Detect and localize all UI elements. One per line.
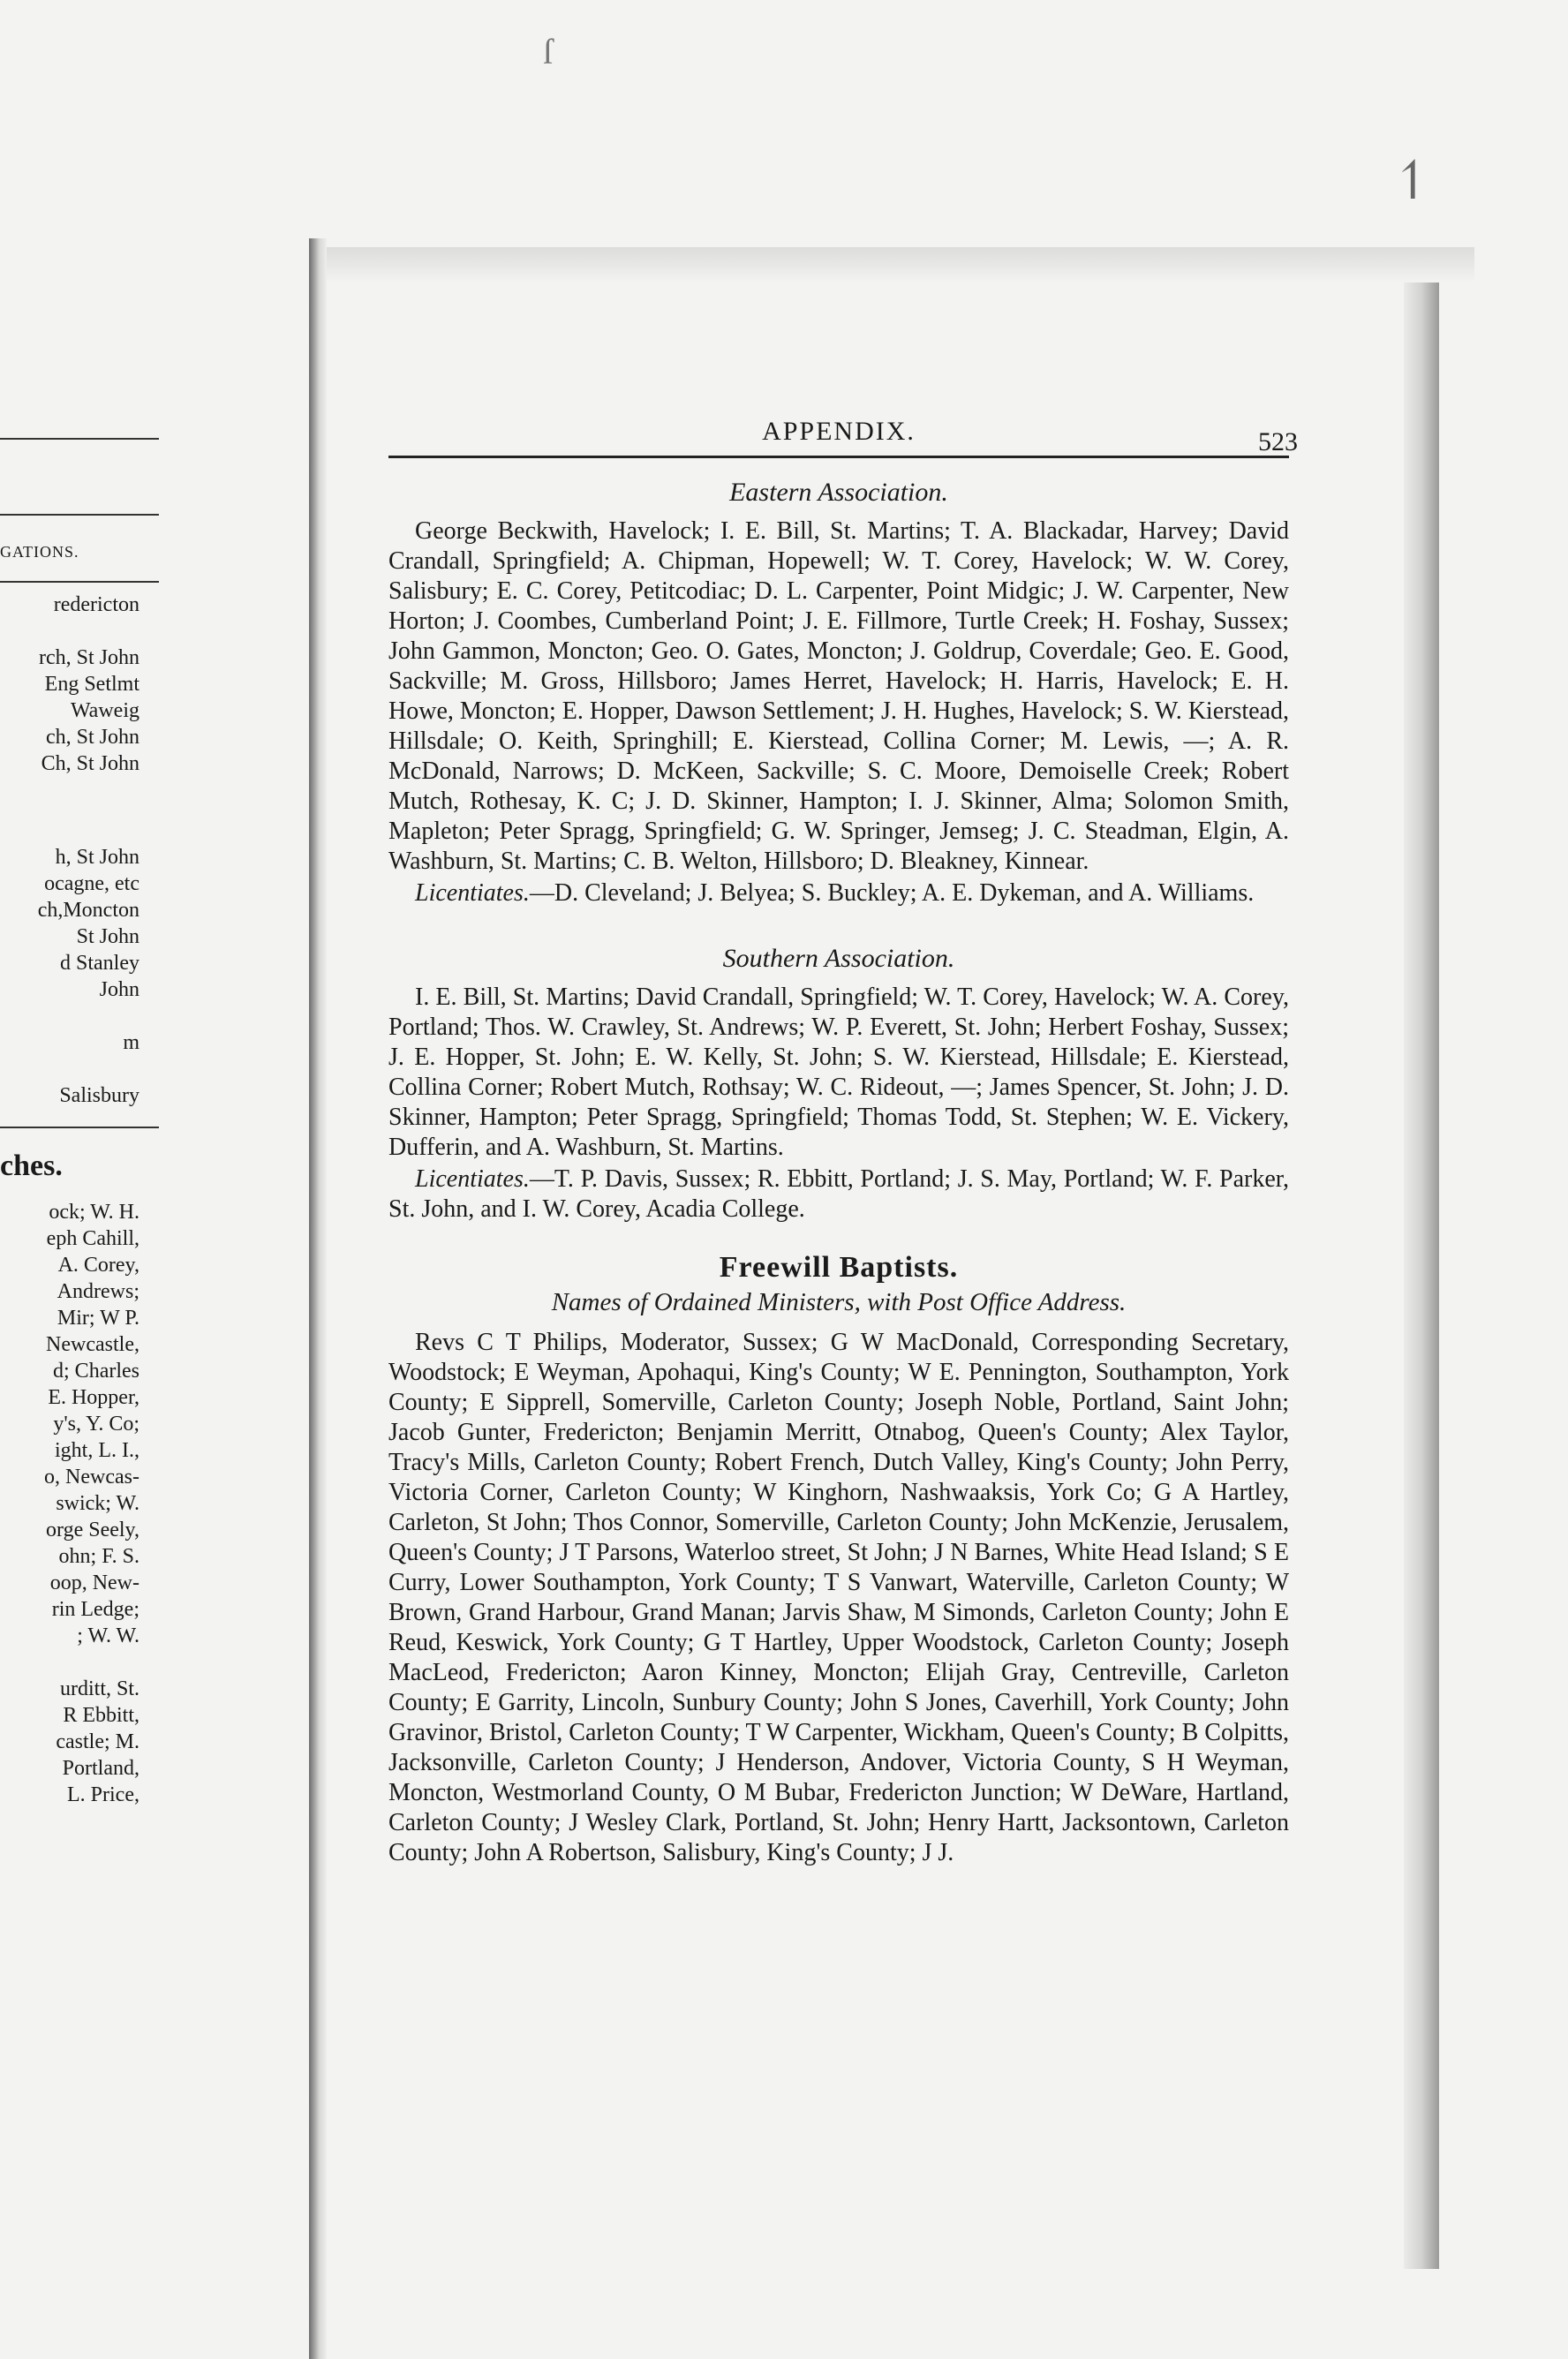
left-line: h, St John	[55, 846, 139, 869]
ink-mark: ſ	[543, 32, 554, 72]
eastern-association-heading: Eastern Association.	[729, 478, 948, 507]
left-lines-bottom	[0, 1199, 168, 1808]
left-line: Mir; W P.	[57, 1307, 139, 1330]
left-rule-4	[0, 1127, 159, 1128]
left-line: Waweig	[70, 699, 139, 722]
left-line: Salisbury	[59, 1084, 139, 1107]
page-top-shadow	[327, 247, 1474, 283]
southern-association-body: I. E. Bill, St. Martins; David Crandall, Springfield; W. T. Corey, Havelock; W. A. Corey, Portland; Thos. W. Crawley, St. Andrews; W. P. Everett, St. John; Herbert Foshay, Sussex; J. E. Hopper, St. John; E. W. Kelly, St. John; S. W. Kierstead, Hillsdale; E. Kierstead, Collina Corner; Robert Mutch, Rothsay; W. C. Rideout, —; James Spencer, St. John; J. D. Skinner, Hampton; Peter Spragg, Springfield; Thomas Todd, St. Stephen; W. E. Vickery, Dufferin, and A. Washburn, St. Martins.	[388, 984, 1289, 1161]
left-churches-heading: ches.	[0, 1149, 63, 1182]
southern-licentiates	[388, 1164, 1289, 1225]
page-number: 523	[1258, 427, 1298, 456]
left-line: o, Newcas-	[44, 1466, 139, 1489]
left-line: Eng Setlmt	[44, 673, 139, 696]
left-line: ohn; F. S.	[58, 1545, 139, 1568]
left-line: y's, Y. Co;	[53, 1413, 139, 1436]
eastern-licentiates-label: Licentiates.	[415, 879, 530, 907]
left-line: Andrews;	[57, 1280, 139, 1303]
left-line: castle; M.	[56, 1730, 139, 1753]
pencil-mark: ↿	[1391, 152, 1436, 210]
page-right-edge	[1404, 283, 1439, 2269]
left-line: rin Ledge;	[51, 1598, 139, 1621]
left-line: urditt, St.	[59, 1677, 139, 1700]
eastern-licentiates-text: —D. Cleveland; J. Belyea; S. Buckley; A. E. Dykeman, and A. Williams.	[529, 879, 1255, 907]
left-line: ight, L. I.,	[55, 1439, 139, 1462]
eastern-licentiates	[388, 878, 1289, 908]
eastern-association-body: George Beckwith, Havelock; I. E. Bill, St. Martins; T. A. Blackadar, Harvey; David Crandall, Springfield; A. Chipman, Hopewell; W. T. Corey, Havelock; W. W. Corey, Salisbury; E. C. Corey, Petitcodiac; D. L. Carpenter, Point Midgic; J. W. Carpenter, New Horton; J. Coombes, Cumberland Point; J. E. Fillmore, Turtle Creek; H. Foshay, Sussex; John Gammon, Moncton; Geo. O. Gates, Moncton; J. Goldrup, Coverdale; Geo. E. Good, Sackville; M. Gross, Hillsboro; James Herret, Havelock; H. Harris, Havelock; E. H. Howe, Moncton; E. Hopper, Dawson Settlement; J. H. Hughes, Havelock; S. W. Kierstead, Hillsdale; O. Keith, Springhill; E. Kierstead, Collina Corner; M. Lewis, —; A. R. McDonald, Narrows; D. McKeen, Sackville; S. C. Moore, Demoiselle Creek; Robert Mutch, Rothesay, K. C; J. D. Skinner, Hampton; I. J. Skinner, Alma; Solomon Smith, Mapleton; Peter Spragg, Springfield; G. W. Springer, Jemseg; J. C. Steadman, Elgin, A. Washburn, St. Martins; C. B. Welton, Hillsboro; D. Bleakney, Kinnear.	[388, 517, 1289, 875]
left-line: John	[99, 978, 139, 1001]
southern-licentiates-label: Licentiates.	[415, 1165, 530, 1193]
left-line: Portland,	[62, 1757, 139, 1780]
left-line	[0, 1003, 168, 1029]
left-rule-3	[0, 581, 159, 583]
main-page	[388, 406, 1298, 1868]
left-line: ch,Moncton	[37, 899, 139, 922]
left-line: oop, New-	[49, 1571, 139, 1594]
binding-gutter	[309, 238, 327, 2359]
left-line: Ch, St John	[41, 752, 139, 775]
left-line: rch, St John	[39, 646, 139, 669]
left-line	[0, 1056, 168, 1082]
left-line: E. Hopper,	[48, 1386, 139, 1409]
left-line: redericton	[53, 593, 139, 616]
left-line: A. Corey,	[57, 1254, 139, 1277]
left-rule-1	[0, 438, 159, 440]
left-line: ock; W. H.	[49, 1201, 139, 1224]
running-title: APPENDIX.	[762, 417, 916, 446]
left-heading-small: GATIONS.	[0, 543, 79, 561]
freewill-ministers-list: Revs C T Philips, Moderator, Sussex; G W MacDonald, Corresponding Secretary, Woodstock; E Weyman, Apohaqui, King's County; W E. Pennington, Southampton, York County; E Sipprell, Somerville, Carleton County; Joseph Noble, Portland, Saint John; Jacob Gunter, Fredericton; Benjamin Merritt, Otnabog, Queen's County; Alex Taylor, Tracy's Mills, Carleton County; Robert French, Dutch Valley, King's County; John Perry, Victoria Corner, Carleton County; W Kinghorn, Nashwaaksis, York Co; G A Hartley, Carleton, St John; Thos Connor, Somerville, Carleton County; John McKenzie, Jerusalem, Queen's County; J T Parsons, Waterloo street, St John; J N Barnes, White Head Island; S E Curry, Lower Southampton, York County; T S Vanwart, Waterville, Carleton County; W Brown, Grand Harbour, Grand Manan; Jarvis Shaw, M Simonds, Carleton County; John E Reud, Keswick, York County; G T Hartley, Upper Woodstock, Carleton County; Joseph MacLeod, Fredericton; Aaron Kinney, Moncton; Elijah Gray, Centreville, Carleton County; E Garrity, Lincoln, Sunbury County; John S Jones, Caverhill, York County; John Gravinor, Bristol, Carleton County; T W Carpenter, Wickham, Queen's County; B Colpitts, Jacksonville, Carleton County; J Henderson, Andover, Victoria County, S H Weyman, Moncton, Westmorland County, O M Bubar, Fredericton Junction; W DeWare, Hartland, Carleton County; J Wesley Clark, Portland, St. John; Henry Hartt, Jacksontown, Carleton County; John A Robertson, Salisbury, King's County; J J.	[388, 1329, 1289, 1866]
left-line: St John	[76, 925, 139, 948]
left-lines-mid	[0, 844, 168, 1109]
left-line: d; Charles	[53, 1360, 139, 1383]
left-line: L. Price,	[67, 1783, 139, 1806]
left-line: ; W. W.	[77, 1624, 139, 1647]
left-line: Newcastle,	[46, 1333, 139, 1356]
left-line: ch, St John	[45, 726, 139, 749]
left-page-fragment	[0, 406, 168, 2137]
left-line	[0, 618, 168, 644]
left-line: eph Cahill,	[46, 1227, 139, 1250]
page-header	[388, 406, 1298, 458]
left-line: m	[123, 1031, 139, 1054]
left-rule-2	[0, 514, 159, 516]
left-line: ocagne, etc	[44, 872, 139, 895]
southern-association-heading: Southern Association.	[722, 944, 955, 973]
freewill-baptists-heading: Freewill Baptists.	[719, 1251, 959, 1284]
left-lines-top	[0, 592, 168, 777]
left-line	[0, 1649, 168, 1676]
left-line: swick; W.	[56, 1492, 139, 1515]
left-line: R Ebbitt,	[63, 1704, 139, 1727]
southern-licentiates-text: —T. P. Davis, Sussex; R. Ebbitt, Portland; J. S. May, Portland; W. F. Parker, St. John, and I. W. Corey, Acadia College.	[388, 1165, 1289, 1223]
freewill-subheading: Names of Ordained Ministers, with Post Office Address.	[551, 1288, 1127, 1316]
left-line: orge Seely,	[46, 1519, 139, 1541]
left-line: d Stanley	[60, 952, 139, 975]
